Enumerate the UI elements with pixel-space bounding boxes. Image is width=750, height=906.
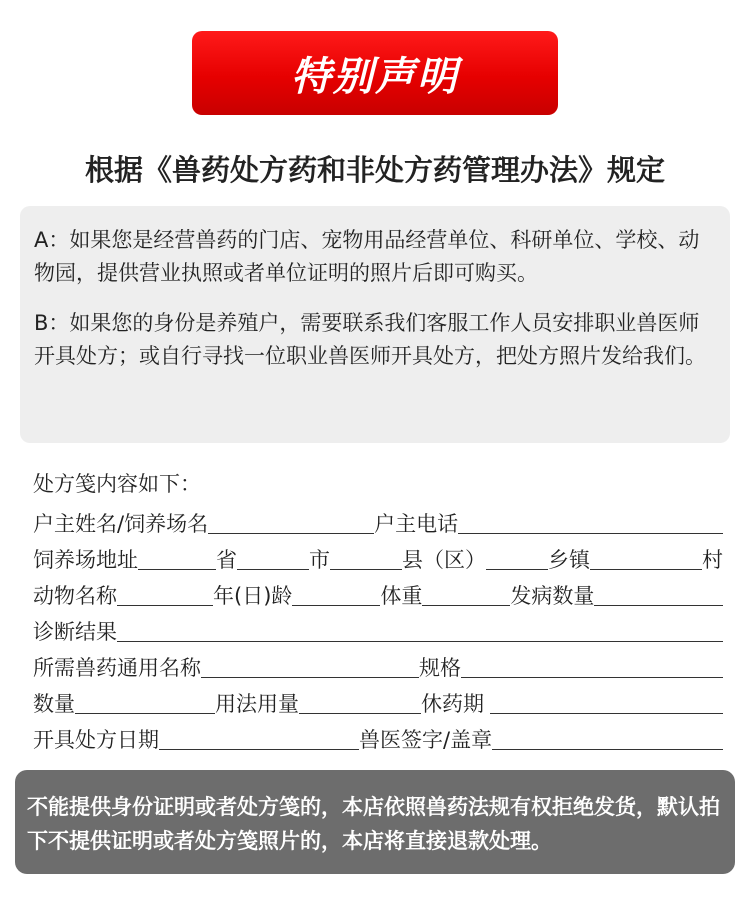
city-label: 市 bbox=[309, 548, 330, 572]
village-blank bbox=[590, 543, 702, 570]
weight-label: 体重 bbox=[380, 584, 423, 608]
info-box bbox=[20, 206, 730, 443]
form-row-quantity bbox=[33, 682, 723, 718]
info-paragraph-b: B：如果您的身份是养殖户，需要联系我们客服工作人员安排职业兽医师开具处方；或自行寻找一位职业兽医师开具处方，把处方照片发给我们。 bbox=[34, 311, 706, 368]
form-heading: 处方笺内容如下： bbox=[33, 472, 201, 496]
county-label: 县（区） bbox=[402, 548, 486, 572]
owner-phone-label: 户主电话 bbox=[374, 512, 459, 536]
form-row-drug bbox=[33, 646, 723, 682]
refund-notice bbox=[15, 770, 735, 874]
town-blank bbox=[486, 543, 548, 570]
rx-date-blank bbox=[159, 723, 359, 750]
spec-blank bbox=[461, 651, 723, 678]
sick-count-blank bbox=[594, 579, 723, 606]
animal-name-blank bbox=[117, 579, 213, 606]
form-row-date bbox=[33, 718, 723, 754]
vet-sign-label: 兽医签字/盖章 bbox=[359, 728, 493, 752]
weight-blank bbox=[422, 579, 510, 606]
sick-count-label: 发病数量 bbox=[510, 584, 595, 608]
form-row-animal bbox=[33, 574, 723, 610]
animal-name-label: 动物名称 bbox=[33, 584, 117, 608]
town-label: 乡镇 bbox=[548, 548, 590, 572]
owner-phone-blank bbox=[458, 507, 723, 534]
province-blank bbox=[138, 543, 216, 570]
banner bbox=[192, 31, 558, 115]
drug-name-label: 所需兽药通用名称 bbox=[33, 656, 201, 680]
drug-name-blank bbox=[201, 651, 419, 678]
vet-sign-blank bbox=[492, 723, 723, 750]
rx-date-label: 开具处方日期 bbox=[33, 728, 159, 752]
age-label: 年(日)龄 bbox=[213, 584, 293, 608]
regulation-subtitle: 根据《兽药处方药和非处方药管理办法》规定 bbox=[84, 153, 665, 187]
farm-address-label: 饲养场地址 bbox=[33, 548, 138, 572]
prescription-form bbox=[33, 466, 723, 754]
withdrawal-label: 休药期 bbox=[421, 692, 484, 716]
info-paragraph-a: A：如果您是经营兽药的门店、宠物用品经营单位、科研单位、学校、动物园，提供营业执照或者单位证明的照片后即可购买。 bbox=[34, 228, 700, 285]
refund-notice-text: 不能提供身份证明或者处方笺的，本店依照兽药法规有权拒绝发货，默认拍下不提供证明或者处方笺照片的，本店将直接退款处理。 bbox=[27, 795, 720, 853]
city-blank bbox=[237, 543, 309, 570]
quantity-label: 数量 bbox=[33, 692, 75, 716]
province-label: 省 bbox=[216, 548, 237, 572]
village-label: 村 bbox=[702, 548, 723, 572]
usage-blank bbox=[299, 687, 421, 714]
county-blank bbox=[330, 543, 402, 570]
quantity-blank bbox=[75, 687, 215, 714]
owner-name-label: 户主姓名/饲养场名 bbox=[33, 512, 209, 536]
form-row-address bbox=[33, 538, 723, 574]
age-blank bbox=[292, 579, 380, 606]
form-row-owner bbox=[33, 502, 723, 538]
withdrawal-blank bbox=[490, 687, 723, 714]
diagnosis-label: 诊断结果 bbox=[33, 620, 117, 644]
owner-name-blank bbox=[208, 507, 374, 534]
usage-label: 用法用量 bbox=[215, 692, 299, 716]
diagnosis-blank bbox=[117, 615, 723, 642]
banner-title: 特别声明 bbox=[291, 53, 459, 100]
spec-label: 规格 bbox=[419, 656, 461, 680]
form-row-diagnosis bbox=[33, 610, 723, 646]
